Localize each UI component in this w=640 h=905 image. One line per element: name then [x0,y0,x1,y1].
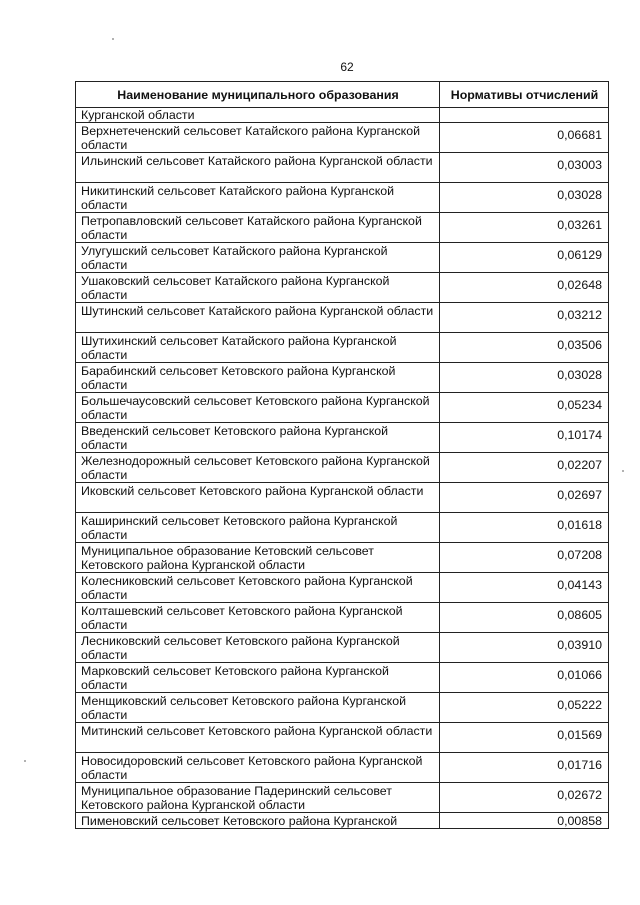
norm-value-cell [440,243,609,273]
norm-value-cell [440,303,609,333]
norm-value: 0,02672 [557,788,602,802]
table-row [76,423,609,453]
norm-value: 0,03028 [557,188,602,202]
norm-value-cell [440,693,609,723]
norm-value: 0,03506 [557,338,602,352]
table-row [76,573,609,603]
norm-value-cell [440,603,609,633]
municipality-name-cell: Менщиковский сельсовет Кетовского района Курганской области [76,693,440,723]
norm-value-cell [440,393,609,423]
municipality-name-cell: Улугушский сельсовет Катайского района Курганской области [76,243,440,273]
norm-value-cell [440,423,609,453]
table-row [76,213,609,243]
municipality-name-cell: Пименовский сельсовет Кетовского района Курганской [76,813,440,829]
norm-value: 0,03261 [557,218,602,232]
norm-value-cell [440,273,609,303]
norm-value-cell [440,333,609,363]
municipality-name-cell: Колесниковский сельсовет Кетовского района Курганской области [76,573,440,603]
table-header-row [76,82,609,108]
norm-value-cell [440,753,609,783]
municipality-name-cell: Лесниковский сельсовет Кетовского района Курганской области [76,633,440,663]
municipality-name-cell: Ушаковский сельсовет Катайского района Курганской области [76,273,440,303]
norm-value-cell [440,453,609,483]
norm-value: 0,01716 [557,758,602,772]
continued-value-cell [440,108,609,123]
municipality-name-cell: Шутихинский сельсовет Катайского района Курганской области [76,333,440,363]
norm-value: 0,02697 [557,488,602,502]
header-name: Наименование муниципального образования [76,82,440,108]
municipality-name-cell: Шутинский сельсовет Катайского района Курганской области [76,303,440,333]
norm-value: 0,03910 [557,638,602,652]
scan-speck [622,470,624,472]
norm-value-cell [440,213,609,243]
municipality-name-cell: Петропавловский сельсовет Катайского района Курганской области [76,213,440,243]
norm-value: 0,05234 [557,398,602,412]
table-row [76,273,609,303]
continued-name-cell: Курганской области [76,108,440,123]
norm-value: 0,02207 [557,458,602,472]
norm-value: 0,03028 [557,368,602,382]
norm-value-cell [440,663,609,693]
municipality-name-cell: Иковский сельсовет Кетовского района Курганской области [76,483,440,513]
table-row [76,783,609,813]
norm-value-cell [440,813,609,829]
scan-speck [112,38,114,40]
norm-value: 0,06681 [557,128,602,142]
table-row [76,633,609,663]
table-row [76,393,609,423]
norm-value: 0,00858 [557,814,602,828]
table-row [76,483,609,513]
norm-value: 0,06129 [557,248,602,262]
table-row [76,153,609,183]
municipality-name-cell: Ильинский сельсовет Катайского района Курганской области [76,153,440,183]
norm-value-cell [440,573,609,603]
municipality-name-cell: Никитинский сельсовет Катайского района Курганской области [76,183,440,213]
norm-value-cell [440,153,609,183]
norm-value-cell [440,363,609,393]
norm-value: 0,01066 [557,668,602,682]
table-row [76,333,609,363]
table-row-last [76,813,609,829]
header-value: Нормативы отчислений [440,82,609,108]
table-row [76,543,609,573]
norm-value-cell [440,513,609,543]
norm-value-cell [440,123,609,153]
municipality-name-cell: Муниципальное образование Падеринский сельсовет Кетовского района Курганской области [76,783,440,813]
municipality-name-cell: Введенский сельсовет Кетовского района Курганской области [76,423,440,453]
norm-value-cell [440,633,609,663]
municipality-name-cell: Новосидоровский сельсовет Кетовского района Курганской области [76,753,440,783]
norm-value: 0,05222 [557,698,602,712]
norm-value: 0,01618 [557,518,602,532]
table-row [76,243,609,273]
scan-speck [24,760,26,762]
municipality-name-cell: Марковский сельсовет Кетовского района Курганской области [76,663,440,693]
municipality-name-cell: Колташевский сельсовет Кетовского района Курганской области [76,603,440,633]
continued-row [76,108,609,123]
table-row [76,363,609,393]
norm-value: 0,03212 [557,308,602,322]
table-row [76,603,609,633]
table-row [76,753,609,783]
norm-value: 0,08605 [557,608,602,622]
norm-value-cell [440,483,609,513]
municipality-name-cell: Верхнетеченский сельсовет Катайского района Курганской области [76,123,440,153]
municipality-name-cell: Каширинский сельсовет Кетовского района Курганской области [76,513,440,543]
table-body [76,108,609,829]
table-row [76,453,609,483]
table-row [76,723,609,753]
municipality-name-cell: Большечаусовский сельсовет Кетовского района Курганской области [76,393,440,423]
municipality-name-cell: Митинский сельсовет Кетовского района Курганской области [76,723,440,753]
table-row [76,183,609,213]
norm-value-cell [440,723,609,753]
municipality-name-cell: Барабинский сельсовет Кетовского района Курганской области [76,363,440,393]
page-number: 62 [340,60,354,74]
table-row [76,513,609,543]
norm-value: 0,04143 [557,578,602,592]
norm-value-cell [440,783,609,813]
table-row [76,663,609,693]
table-row [76,303,609,333]
norm-value-cell [440,543,609,573]
norms-table [75,81,609,829]
table-row [76,123,609,153]
norm-value-cell [440,183,609,213]
table-row [76,693,609,723]
norm-value: 0,01569 [557,728,602,742]
norm-value: 0,03003 [557,158,602,172]
norm-value: 0,07208 [557,548,602,562]
norm-value: 0,10174 [557,428,602,442]
municipality-name-cell: Железнодорожный сельсовет Кетовского района Курганской области [76,453,440,483]
municipality-name-cell: Муниципальное образование Кетовский сельсовет Кетовского района Курганской области [76,543,440,573]
norm-value: 0,02648 [557,278,602,292]
